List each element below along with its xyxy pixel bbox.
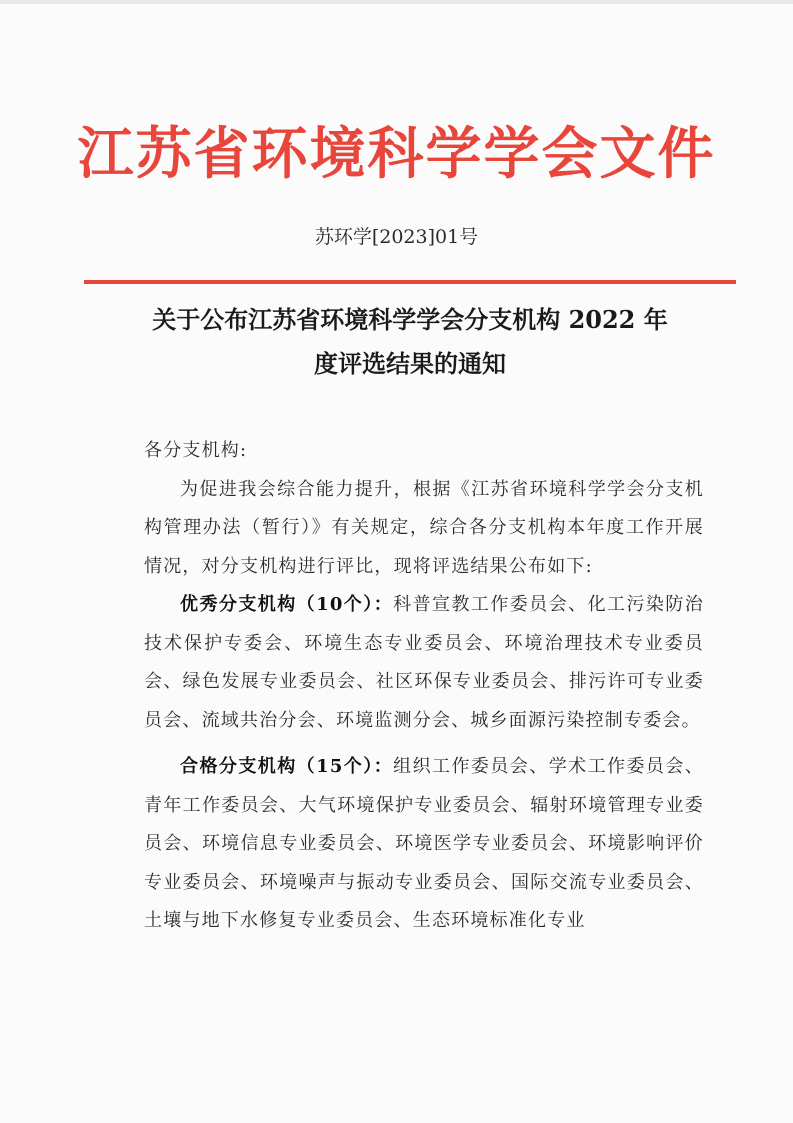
scan-edge <box>0 0 793 4</box>
document-body <box>144 432 704 941</box>
qualified-label: 合格分支机构（15个）： <box>180 756 394 777</box>
notice-title-line-1: 关于公布江苏省环境科学学会分支机构 2022 年 <box>152 305 668 334</box>
notice-title-line-2: 度评选结果的通知 <box>314 349 506 378</box>
org-title: 江苏省环境科学学会文件 <box>77 121 716 187</box>
intro-paragraph: 为促进我会综合能力提升，根据《江苏省环境科学学会分支机构管理办法（暂行）》有关规定，综合各分支机构本年度工作开展情况，对分支机构进行评比，现将评选结果公布如下: <box>144 478 704 577</box>
document-header <box>0 118 793 190</box>
excellent-paragraph <box>144 586 704 740</box>
header-divider <box>84 280 736 284</box>
excellent-label: 优秀分支机构（10个）： <box>180 594 394 615</box>
document-number: 苏环学[2023]01号 <box>314 226 479 248</box>
qualified-paragraph <box>144 748 704 941</box>
notice-title <box>110 298 710 386</box>
excellent-list: 科普宣教工作委员会、化工污染防治技术保护专委会、环境生态专业委员会、环境治理技术专业委员会、绿色发展专业委员会、社区环保专业委员会、排污许可专业委员会、流域共治分会、环境监测分会、城乡面源污染控制专委会。 <box>144 594 704 731</box>
salutation: 各分支机构: <box>144 440 248 461</box>
qualified-list: 组织工作委员会、学术工作委员会、青年工作委员会、大气环境保护专业委员会、辐射环境管理专业委员会、环境信息专业委员会、环境医学专业委员会、环境影响评价专业委员会、环境噪声与振动专业委员会、国际交流专业委员会、土壤与地下水修复专业委员会、生态环境标准化专业 <box>144 756 704 931</box>
